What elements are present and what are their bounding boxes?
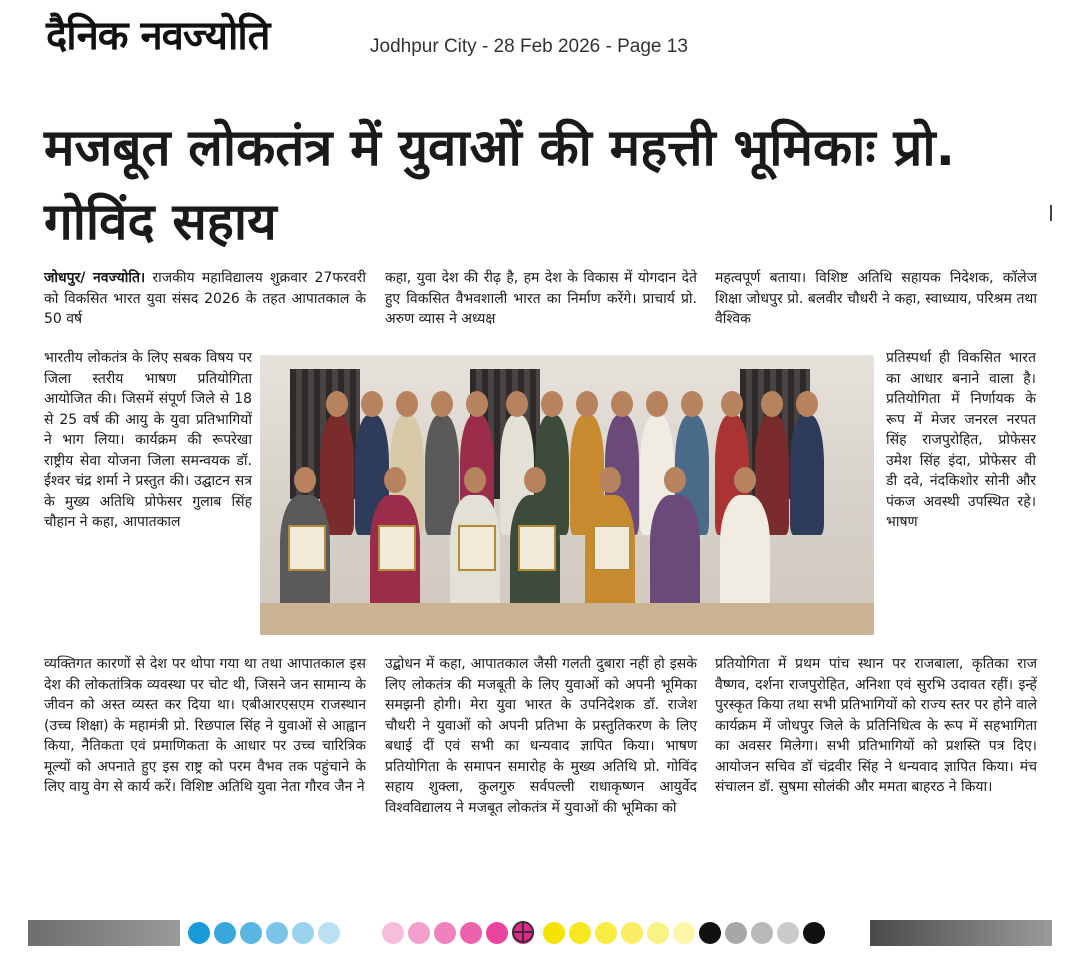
column-1-mid-text: भारतीय लोकतंत्र के लिए सबक विषय पर जिला स्तरीय भाषण प्रतियोगिता आयोजित की। जिसमें संपूर्ण जिले से 18 से 25 वर्ष की आयु के युवा प्रतिभागियों ने भाग लिया। कार्यक्रम की रूपरेखा राष्ट्रीय सेवा योजना जिला समन्वयक डॉ. ईश्वर चंद्र शर्मा ने प्रस्तुत की। उद्घाटन सत्र के मुख्य अतिथि प्रोफेसर गुलाब सिंह चौहान ने कहा, आपातकाल: [44, 350, 252, 530]
color-patch: [266, 922, 288, 944]
column-1-top-text: राजकीय महाविद्यालय शुक्रवार 27फरवरी को विकसित भारत युवा संसद 2026 के तहत आपातकाल के 50 वर्ष: [44, 270, 366, 327]
dateline: जोधपुर/ नवज्योति।: [44, 270, 146, 286]
masthead: दैनिक नवज्योति: [46, 13, 270, 59]
crop-mark: [1050, 205, 1052, 221]
column-2-bottom: [385, 654, 697, 818]
certificate-icon: [593, 525, 631, 571]
column-3-mid-text: प्रतिस्पर्धा ही विकसित भारत का आधार बनाने वाला है। प्रतियोगिता में निर्णायक के रूप में मेजर जनरल नरपत सिंह राजपुरोहित, प्रोफेसर उमेश सिंह इंदा, प्रोफेसर वी डी दवे, नंदकिशोर सोनी और पंकज अवस्थी उपस्थित रहे। भाषण: [886, 350, 1036, 530]
person-head: [541, 391, 563, 417]
color-patch: [486, 922, 508, 944]
certificate-icon: [458, 525, 496, 571]
color-patch: [803, 922, 825, 944]
color-patch: [621, 922, 643, 944]
column-1-bottom: [44, 654, 366, 798]
color-patch: [292, 922, 314, 944]
color-patch: [214, 922, 236, 944]
color-patch: [777, 922, 799, 944]
color-patch: [434, 922, 456, 944]
column-3-bottom: [715, 654, 1037, 798]
color-patch: [673, 922, 695, 944]
person-head: [466, 391, 488, 417]
color-patch: [725, 922, 747, 944]
person-head: [506, 391, 528, 417]
certificate-icon: [378, 525, 416, 571]
headline: मजबूत लोकतंत्र में युवाओं की महत्ती भूमिकाः प्रो. गोविंद सहाय: [44, 119, 956, 252]
person-head: [464, 467, 486, 493]
gray-gradient-left: [28, 920, 180, 946]
column-2-top-text: कहा, युवा देश की रीढ़ है, हम देश के विकास में योगदान देते हुए विकसित वैभवशाली भारत का निर्माण करेंगे। प्राचार्य प्रो. अरुण व्यास ने अध्यक्ष: [385, 270, 697, 327]
person-head: [599, 467, 621, 493]
person-head: [431, 391, 453, 417]
person-head: [681, 391, 703, 417]
color-patch: [408, 922, 430, 944]
gray-gradient-right: [870, 920, 1052, 946]
person-head: [576, 391, 598, 417]
column-1-mid: [44, 348, 252, 533]
person-head: [646, 391, 668, 417]
certificate-icon: [288, 525, 326, 571]
person-head: [294, 467, 316, 493]
front-row-person: [720, 495, 770, 615]
certificate-icon: [518, 525, 556, 571]
person-head: [611, 391, 633, 417]
person-head: [664, 467, 686, 493]
person-head: [524, 467, 546, 493]
front-row-person: [650, 495, 700, 615]
color-patch: [188, 922, 210, 944]
registration-mark-icon: [512, 921, 534, 943]
person-head: [721, 391, 743, 417]
person-head: [761, 391, 783, 417]
column-2-top: [385, 268, 697, 330]
column-3-top-text: महत्वपूर्ण बताया। विशिष्ट अतिथि सहायक निदेशक, कॉलेज शिक्षा जोधपुर प्रो. बलवीर चौधरी ने कहा, स्वाध्याय, परिश्रम तथा वैश्विक: [715, 270, 1037, 327]
color-patch: [460, 922, 482, 944]
person-head: [396, 391, 418, 417]
person-head: [326, 391, 348, 417]
color-patch: [699, 922, 721, 944]
person-head: [796, 391, 818, 417]
person-head: [384, 467, 406, 493]
print-color-bar: [28, 920, 1052, 946]
column-1-top: [44, 268, 366, 330]
column-1-bottom-text: व्यक्तिगत कारणों से देश पर थोपा गया था तथा आपातकाल इस देश की लोकतांत्रिक व्यवस्था पर चोट थी, जिसने जन सामान्य के जीवन को अस्त व्यस्त कर दिया था। एबीआरएसएम राजस्थान (उच्च शिक्षा) के महामंत्री प्रो. रिछपाल सिंह ने युवाओं से आह्वान किया, नैतिकता एवं प्रमाणिकता के आधार पर उच्च चारित्रिक मूल्यों को अपनाते हुए इस राष्ट्र को परम वैभव तक पहुंचाने के लिए वायु वेग से कार्य करें। विशिष्ट अतिथि युवा नेता गौरव जैन ने: [44, 656, 366, 795]
photo-table: [260, 603, 874, 635]
column-3-mid: [886, 348, 1036, 533]
color-patch: [543, 922, 565, 944]
group-photo: [260, 355, 874, 635]
color-patch: [240, 922, 262, 944]
color-patch: [318, 922, 340, 944]
column-3-bottom-text: प्रतियोगिता में प्रथम पांच स्थान पर राजबाला, कृतिका राज वैष्णव, दर्शना राजपुरोहित, अनिशा एवं सुरभि उदावत रहीं। इन्हें पुरस्कृत किया तथा सभी प्रतिभागियों को राज्य स्तर पर होने वाले कार्यक्रम में जोधपुर जिले के प्रतिनिधित्व के रूप में सहभागिता का अवसर मिलेगा। सभी प्रतिभागियों को प्रशस्ति पत्र दिए। आयोजन सचिव डॉ चंद्रवीर सिंह ने धन्यवाद ज्ञापित किया। मंच संचालन डॉ. सुषमा सोलंकी और ममता बाहरठ ने किया।: [715, 656, 1037, 795]
column-3-top: [715, 268, 1037, 330]
back-row-person: [790, 415, 824, 535]
person-head: [734, 467, 756, 493]
color-patch: [382, 922, 404, 944]
column-2-bottom-text: उद्बोधन में कहा, आपातकाल जैसी गलती दुबारा नहीं हो इसके लिए लोकतंत्र की मजबूती के लिए युवाओं को अपनी भूमिका समझनी होगी। मेरा युवा भारत के उपनिदेशक डॉ. राजेश चौधरी ने युवाओं को अपनी प्रतिभा के प्रस्तुतिकरण के लिए बधाई दीं एवं सभी का धन्यवाद ज्ञापित किया। भाषण प्रतियोगिता के समापन समारोह के मुख्य अतिथि प्रो. गोविंद सहाय शुक्ला, कुलगुरु सर्वपल्ली राधाकृष्णन आयुर्वेद विश्वविद्यालय ने मजबूत लोकतंत्र में युवाओं की भूमिका को: [385, 656, 697, 816]
color-patch: [751, 922, 773, 944]
color-patch: [647, 922, 669, 944]
edition-line: Jodhpur City - 28 Feb 2026 - Page 13: [370, 36, 688, 57]
person-head: [361, 391, 383, 417]
color-patch: [595, 922, 617, 944]
color-patch: [569, 922, 591, 944]
